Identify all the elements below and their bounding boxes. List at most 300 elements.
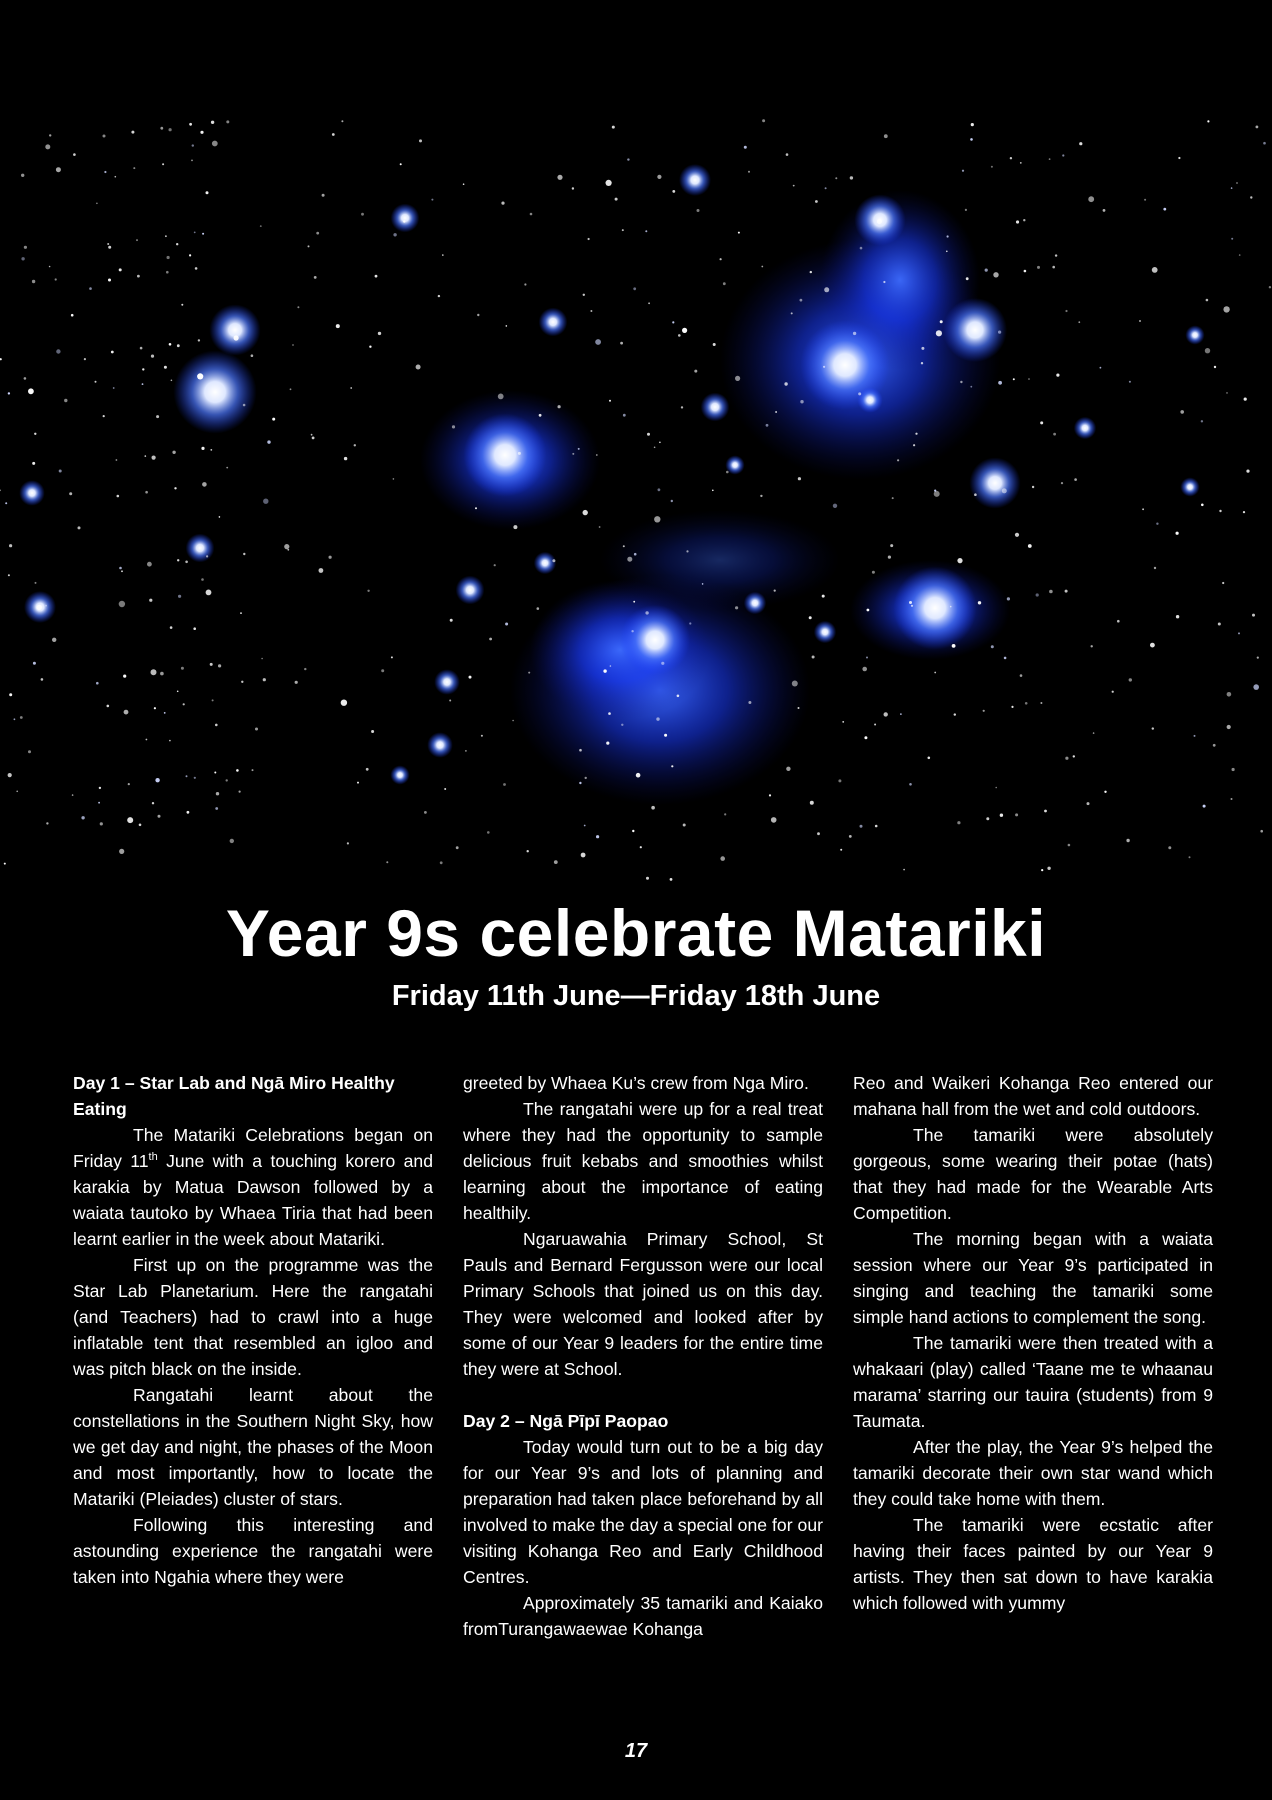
field-star <box>34 433 36 435</box>
field-star <box>287 549 289 551</box>
field-star <box>152 802 154 804</box>
field-star <box>657 175 661 179</box>
field-star <box>304 668 306 670</box>
field-star <box>761 266 763 268</box>
field-star <box>219 516 221 518</box>
field-star <box>442 254 444 256</box>
field-star <box>1178 157 1180 159</box>
field-star <box>197 373 203 379</box>
field-star <box>1163 208 1166 211</box>
field-star <box>800 299 803 302</box>
field-star <box>1065 757 1068 760</box>
field-star <box>590 310 592 312</box>
field-star <box>683 824 686 827</box>
field-star <box>1079 142 1082 145</box>
field-star <box>595 339 601 345</box>
field-star <box>115 176 117 178</box>
field-star <box>983 710 985 712</box>
field-star <box>375 275 378 278</box>
field-star <box>226 779 228 781</box>
field-star <box>621 724 623 726</box>
field-star <box>1093 732 1095 734</box>
field-star <box>995 787 997 789</box>
field-star <box>28 388 34 394</box>
paragraph: First up on the programme was the Star Lab Planetarium. Here the rangatahi (and Teachers) had to crawl into a huge inflatable tent that resembled an igloo and was pitch black on the inside. <box>73 1255 433 1379</box>
field-star <box>793 185 795 187</box>
field-star <box>647 433 650 436</box>
field-star <box>1040 421 1043 424</box>
paragraph: Approximately 35 tamariki and Kaiako fromTurangawaewae Kohanga <box>463 1593 823 1639</box>
field-star <box>1044 810 1047 813</box>
field-star <box>347 842 349 844</box>
field-star <box>645 230 647 232</box>
field-star <box>350 387 352 389</box>
field-star <box>272 418 275 421</box>
field-star <box>585 777 587 779</box>
field-star <box>1219 510 1221 512</box>
field-star <box>866 657 868 659</box>
field-star <box>181 667 184 670</box>
field-star <box>909 783 912 786</box>
field-star <box>164 366 167 369</box>
bright-star <box>1074 417 1096 439</box>
field-star <box>998 381 1002 385</box>
field-star <box>654 516 660 522</box>
field-star <box>682 328 687 333</box>
field-star <box>252 769 254 771</box>
field-star <box>1055 254 1057 256</box>
field-star <box>194 777 196 779</box>
field-star <box>970 138 973 141</box>
field-star <box>596 835 599 838</box>
field-star <box>185 561 188 564</box>
field-star <box>111 351 114 354</box>
field-star <box>672 190 675 193</box>
field-star <box>1004 657 1007 660</box>
field-star <box>713 343 716 346</box>
field-star <box>1154 567 1156 569</box>
field-star <box>530 213 533 216</box>
field-star <box>21 257 24 260</box>
field-star <box>124 710 129 715</box>
field-star <box>552 559 555 562</box>
field-star <box>921 362 923 364</box>
field-star <box>73 153 76 156</box>
field-star <box>1263 142 1266 145</box>
field-star <box>659 442 661 444</box>
field-star <box>371 730 374 733</box>
field-star <box>456 846 459 849</box>
field-star <box>1207 120 1209 122</box>
field-star <box>1112 691 1114 693</box>
field-star <box>658 488 661 491</box>
field-star <box>686 550 688 552</box>
field-star <box>1016 220 1019 223</box>
field-star <box>171 380 173 382</box>
field-star <box>572 187 574 189</box>
field-star <box>884 712 888 716</box>
field-star <box>1047 867 1050 870</box>
field-star <box>186 775 188 777</box>
field-star <box>206 555 208 557</box>
field-star <box>127 817 133 823</box>
field-star <box>403 220 405 222</box>
field-star <box>815 200 818 203</box>
field-star <box>419 139 422 142</box>
field-star <box>24 377 27 380</box>
field-star <box>361 213 364 216</box>
field-star <box>824 287 829 292</box>
field-star <box>177 344 180 347</box>
bright-star <box>679 164 711 196</box>
field-star <box>128 783 130 785</box>
field-star <box>243 553 245 555</box>
field-star <box>201 447 204 450</box>
field-star <box>588 238 590 240</box>
field-star <box>200 131 203 134</box>
bright-star <box>186 534 215 563</box>
field-star <box>1214 366 1216 368</box>
field-star <box>631 630 633 632</box>
field-star <box>911 605 913 607</box>
field-star <box>177 691 179 693</box>
field-star <box>194 232 196 234</box>
field-star <box>1091 645 1093 647</box>
article-columns <box>73 1070 1213 1700</box>
field-star <box>202 233 204 235</box>
field-star <box>431 199 433 201</box>
field-star <box>1129 678 1132 681</box>
field-star <box>162 163 164 165</box>
field-star <box>606 180 612 186</box>
paragraph: The tamariki were absolutely gorgeous, some wearing their potae (hats) that they had made for the Wearable Arts Competition. <box>853 1125 1213 1223</box>
field-star <box>606 742 609 745</box>
field-star <box>193 627 196 630</box>
field-star <box>792 681 798 687</box>
field-star <box>1065 590 1068 593</box>
field-star <box>1260 830 1263 833</box>
field-star <box>798 707 800 709</box>
field-star <box>89 287 92 290</box>
field-star <box>292 344 294 346</box>
field-star <box>623 414 626 417</box>
field-star <box>1144 199 1146 201</box>
bright-star <box>539 308 568 337</box>
field-star <box>216 792 219 795</box>
field-star <box>176 243 178 245</box>
field-star <box>354 444 356 446</box>
field-star <box>1223 306 1229 312</box>
field-star <box>189 254 191 256</box>
field-star <box>962 170 964 172</box>
field-star <box>147 562 152 567</box>
field-star <box>160 672 164 676</box>
bright-star <box>943 298 1007 362</box>
field-star <box>1203 805 1206 808</box>
field-star <box>1100 367 1102 369</box>
field-star <box>888 556 891 559</box>
field-star <box>646 877 649 880</box>
field-star <box>928 757 931 760</box>
field-star <box>864 736 867 739</box>
field-star <box>142 368 144 370</box>
field-star <box>189 123 192 126</box>
field-star <box>583 510 588 515</box>
field-star <box>24 246 27 249</box>
field-star <box>579 782 581 784</box>
field-star <box>1061 482 1063 484</box>
field-star <box>104 171 106 173</box>
field-star <box>107 243 109 245</box>
field-star <box>151 355 154 358</box>
field-star <box>1088 196 1094 202</box>
field-star <box>160 127 163 130</box>
field-star <box>610 665 612 667</box>
field-star <box>654 447 656 449</box>
field-star <box>255 728 258 731</box>
field-star <box>771 817 777 823</box>
field-star <box>985 269 988 272</box>
field-star <box>37 605 42 610</box>
field-star <box>108 246 111 249</box>
field-star <box>1013 378 1015 380</box>
field-star <box>1152 727 1154 729</box>
bright-star <box>427 732 453 758</box>
bright-star <box>456 576 485 605</box>
field-star <box>612 126 615 129</box>
field-star <box>558 405 561 408</box>
field-star <box>720 258 722 260</box>
field-star <box>991 166 993 168</box>
field-star <box>786 153 789 156</box>
field-star <box>661 662 664 665</box>
field-star <box>198 339 200 341</box>
field-star <box>539 414 542 417</box>
field-star <box>537 607 540 610</box>
field-star <box>177 559 179 561</box>
field-star <box>137 275 140 278</box>
field-star <box>524 283 526 285</box>
field-star <box>1020 162 1022 164</box>
field-star <box>1256 126 1259 129</box>
field-star <box>140 347 143 350</box>
field-star <box>1201 504 1204 507</box>
paragraph: The morning began with a waiata session where our Year 9’s participated in singing and teaching the tamariki some simple hand actions to complement the song. <box>853 1229 1213 1327</box>
field-star <box>119 567 122 570</box>
field-star <box>444 788 446 790</box>
field-star <box>823 366 825 368</box>
field-star <box>1037 266 1040 269</box>
field-star <box>897 459 899 461</box>
field-star <box>648 302 650 304</box>
field-star <box>766 424 769 427</box>
field-star <box>119 601 125 607</box>
field-star <box>169 740 171 742</box>
field-star <box>825 187 827 189</box>
field-star <box>800 400 803 403</box>
bright-star <box>390 765 409 784</box>
field-star <box>609 400 611 402</box>
section-heading-day-2: Day 2 – Ngā Pīpī Paopao <box>463 1411 669 1431</box>
field-star <box>449 700 451 702</box>
field-star <box>498 394 504 400</box>
field-star <box>49 266 51 268</box>
field-star <box>243 404 246 407</box>
field-star <box>103 415 105 417</box>
field-star <box>96 203 98 205</box>
field-star <box>1142 508 1144 510</box>
field-star <box>1023 219 1025 221</box>
field-star <box>167 256 170 259</box>
field-star <box>136 239 138 241</box>
field-star <box>393 233 396 236</box>
field-star <box>212 141 218 147</box>
field-star <box>947 235 949 237</box>
field-star <box>623 545 625 547</box>
field-star <box>810 271 812 273</box>
field-star <box>146 739 148 741</box>
field-star <box>59 470 62 473</box>
field-star <box>656 717 659 720</box>
field-star <box>218 664 221 667</box>
field-star <box>946 251 948 253</box>
field-star <box>1205 348 1210 353</box>
field-star <box>1104 791 1106 793</box>
field-star <box>671 765 673 767</box>
field-star <box>267 440 270 443</box>
field-star <box>952 644 956 648</box>
field-star <box>812 656 815 659</box>
field-star <box>1152 267 1158 273</box>
field-star <box>391 656 393 658</box>
field-star <box>735 376 740 381</box>
field-star <box>1189 856 1191 858</box>
field-star <box>974 493 977 496</box>
field-star <box>634 553 637 556</box>
field-star <box>748 701 751 704</box>
page-number: 17 <box>624 1740 648 1762</box>
field-star <box>494 564 496 566</box>
field-star <box>202 482 207 487</box>
field-star <box>20 716 23 719</box>
field-star <box>678 334 681 337</box>
field-star <box>145 491 148 494</box>
field-star <box>872 571 875 574</box>
field-star <box>842 721 844 723</box>
field-star <box>724 813 726 815</box>
field-star <box>172 451 175 454</box>
field-star <box>762 119 765 122</box>
field-star <box>1040 702 1042 704</box>
field-star <box>234 335 239 340</box>
field-star <box>35 582 37 584</box>
field-star <box>155 778 159 782</box>
field-star <box>986 817 989 820</box>
paragraph: greeted by Whaea Ku’s crew from Nga Miro. <box>463 1073 809 1093</box>
field-star <box>528 672 530 674</box>
field-star <box>850 176 853 179</box>
field-star <box>56 167 61 172</box>
field-star <box>187 811 190 814</box>
column-2 <box>463 1070 823 1700</box>
field-star <box>8 773 12 777</box>
field-star <box>139 824 142 827</box>
field-star <box>860 825 863 828</box>
field-star <box>1065 310 1067 312</box>
field-star <box>96 682 99 685</box>
field-star <box>1068 844 1071 847</box>
field-star <box>501 202 504 205</box>
field-star <box>1073 755 1075 757</box>
field-star <box>1222 582 1224 584</box>
article-dates: Friday 11th June—Friday 18th June <box>391 980 881 1012</box>
field-star <box>1253 684 1259 690</box>
column-1 <box>73 1070 433 1700</box>
field-star <box>822 595 825 598</box>
field-star <box>1269 286 1271 288</box>
field-star <box>100 822 103 825</box>
bright-star <box>463 413 546 496</box>
field-star <box>809 616 812 619</box>
field-star <box>32 280 35 283</box>
bright-star <box>534 552 556 574</box>
field-star <box>608 712 611 715</box>
field-star <box>1239 254 1241 256</box>
paragraph: The rangatahi were up for a real treat where they had the opportunity to sample delicious fruit kebabs and smoothies whilst learning about the importance of eating healthily. <box>463 1099 823 1223</box>
field-star <box>319 568 324 573</box>
field-star <box>615 198 618 201</box>
field-star <box>108 279 111 282</box>
field-star <box>123 675 126 678</box>
field-star <box>735 606 738 609</box>
text-run: June with a touching korero and karakia by Matua Dawson followed by a waiata tautoko by Whaea Tiria that had been learnt earlier in the week about Matariki. <box>73 1151 433 1249</box>
field-star <box>393 478 395 480</box>
field-star <box>21 174 24 177</box>
field-star <box>1052 266 1055 269</box>
field-star <box>152 456 156 460</box>
field-star <box>72 794 74 796</box>
paragraph: Today would turn out to be a big day for our Year 9’s and lots of planning and preparation had taken place beforehand by all involved to make the day a special one for our visiting Kohanga Reo and Early Childhood Centres. <box>463 1437 823 1587</box>
field-star <box>599 526 601 528</box>
bright-star <box>701 393 730 422</box>
field-star <box>1025 702 1028 705</box>
field-star <box>774 590 776 592</box>
field-star <box>833 504 837 508</box>
field-star <box>56 349 60 353</box>
field-star <box>192 144 194 146</box>
field-star <box>1236 182 1238 184</box>
field-star <box>316 232 319 235</box>
field-star <box>481 735 483 737</box>
field-star <box>142 383 144 385</box>
field-star <box>477 314 479 316</box>
field-star <box>378 332 381 335</box>
field-star <box>156 415 159 418</box>
field-star <box>16 791 18 793</box>
field-star <box>1252 614 1255 617</box>
paragraph: Reo and Waikeri Kohanga Reo entered our mahana hall from the wet and cold outdoors. <box>853 1073 1213 1119</box>
field-star <box>978 601 981 604</box>
article-title: Year 9s celebrate Matariki <box>225 896 1047 970</box>
field-star <box>98 802 100 804</box>
field-star <box>230 839 234 843</box>
field-star <box>950 606 952 608</box>
field-star <box>1028 544 1032 548</box>
field-star <box>119 849 124 854</box>
field-star <box>1231 187 1233 189</box>
field-star <box>1244 398 1247 401</box>
field-star <box>513 525 517 529</box>
